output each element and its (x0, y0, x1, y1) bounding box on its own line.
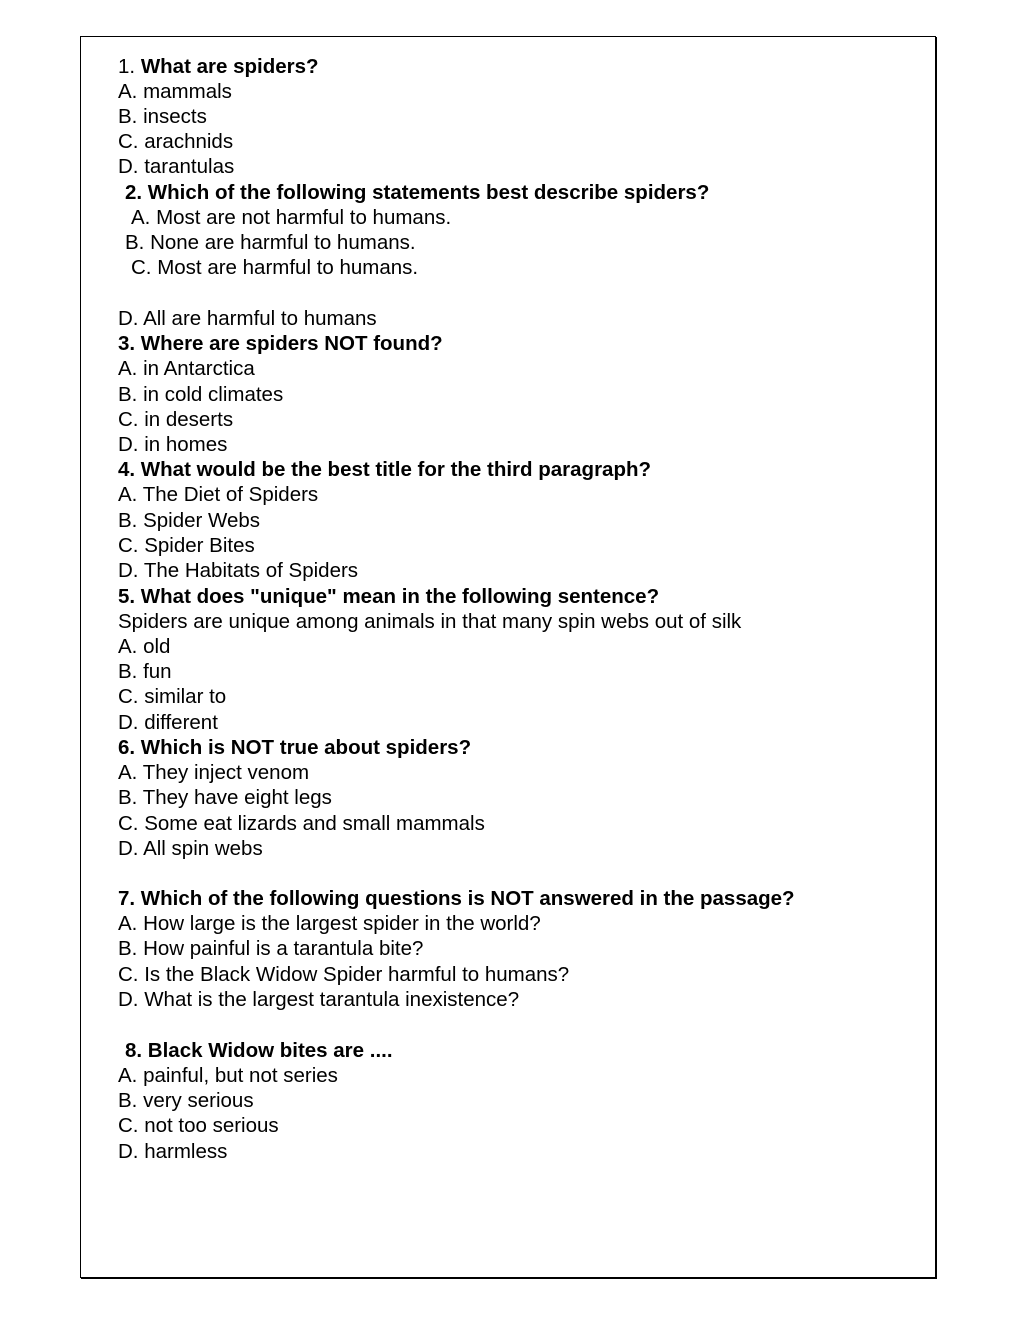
question-1 (118, 55, 319, 79)
question-4-option-d: D. The Habitats of Spiders (118, 559, 359, 582)
question-3-option-c: C. in deserts (118, 408, 234, 431)
question-5-option-d: D. different (118, 711, 218, 734)
question-6-option-d: D. All spin webs (118, 837, 263, 860)
question-2-text: 2. Which of the following statements best describe spiders? (125, 181, 710, 204)
question-5-option-c: C. similar to (118, 685, 227, 708)
question-1-text: What are spiders? (140, 55, 319, 78)
question-6-option-c: C. Some eat lizards and small mammals (118, 812, 485, 835)
question-8-option-c: C. not too serious (118, 1114, 279, 1137)
question-1-number: 1. (118, 55, 136, 78)
question-8-option-b: B. very serious (118, 1089, 254, 1112)
question-2-option-a: A. Most are not harmful to humans. (131, 206, 452, 229)
question-2-option-b: B. None are harmful to humans. (125, 231, 416, 254)
question-4-option-a: A. The Diet of Spiders (118, 483, 319, 506)
question-1-option-c: C. arachnids (118, 130, 234, 153)
question-4-text: 4. What would be the best title for the third paragraph? (118, 458, 652, 481)
question-5-option-a: A. old (118, 635, 171, 658)
question-5-sentence: Spiders are unique among animals in that many spin webs out of silk (118, 610, 742, 633)
question-1-option-a: A. mammals (118, 80, 232, 103)
question-7-option-c: C. Is the Black Widow Spider harmful to humans? (118, 963, 570, 986)
question-7-option-b: B. How painful is a tarantula bite? (118, 937, 424, 960)
question-2-option-c: C. Most are harmful to humans. (131, 256, 419, 279)
question-6-option-a: A. They inject venom (118, 761, 310, 784)
question-8-option-d: D. harmless (118, 1140, 228, 1163)
question-7-option-a: A. How large is the largest spider in the world? (118, 912, 541, 935)
question-5-option-b: B. fun (118, 660, 172, 683)
question-7-text: 7. Which of the following questions is NOT answered in the passage? (118, 887, 795, 910)
question-3-option-a: A. in Antarctica (118, 357, 255, 380)
question-4-option-c: C. Spider Bites (118, 534, 255, 557)
question-2-option-d: D. All are harmful to humans (118, 307, 377, 330)
question-1-option-b: B. insects (118, 105, 207, 128)
question-3-option-d: D. in homes (118, 433, 228, 456)
question-8-text: 8. Black Widow bites are .... (125, 1039, 393, 1062)
question-3-option-b: B. in cold climates (118, 383, 284, 406)
question-3-text: 3. Where are spiders NOT found? (118, 332, 443, 355)
question-8-option-a: A. painful, but not series (118, 1064, 338, 1087)
question-6-option-b: B. They have eight legs (118, 786, 332, 809)
question-1-option-d: D. tarantulas (118, 155, 235, 178)
question-6-text: 6. Which is NOT true about spiders? (118, 736, 472, 759)
question-4-option-b: B. Spider Webs (118, 509, 261, 532)
question-5-text: 5. What does "unique" mean in the following sentence? (118, 585, 660, 608)
question-7-option-d: D. What is the largest tarantula inexistence? (118, 988, 520, 1011)
